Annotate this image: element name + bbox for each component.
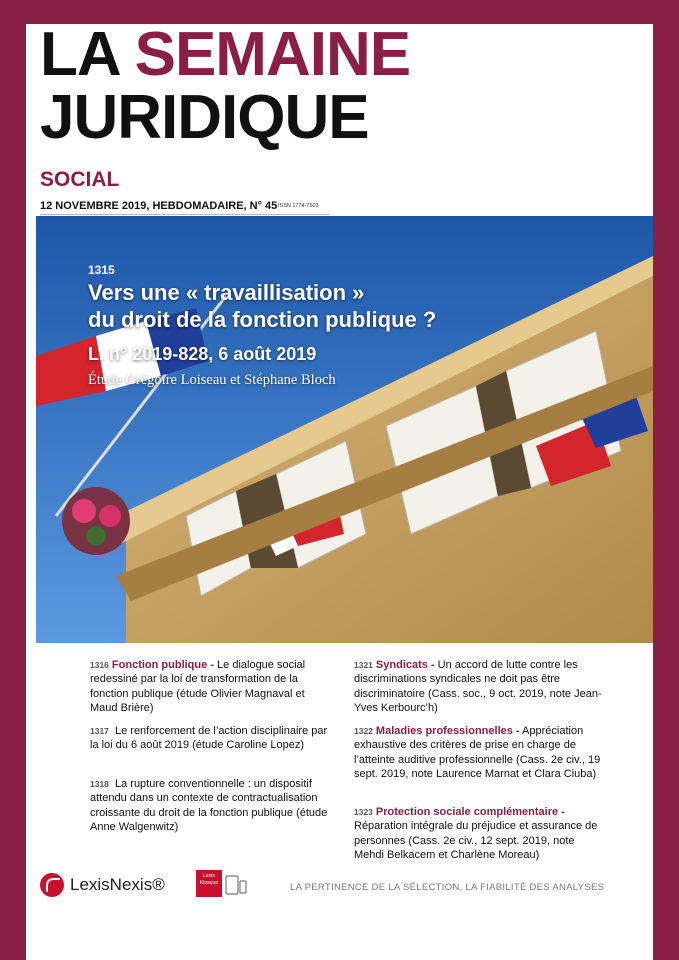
toc-keyword: Maladies professionnelles - [375,725,520,737]
toc-entry [90,724,330,753]
masthead-semaine: SEMAINE [134,20,411,89]
toc-entry [354,724,604,782]
masthead-line1 [40,20,411,89]
toc-number: 1317 [90,726,109,736]
publisher-name: LexisNexis® [70,875,165,894]
toc-keyword: Protection sociale complémentaire - [375,806,565,818]
cover-title-line1: Vers une « travaillisation » [88,280,365,305]
lexis-kiosque-badge [196,870,222,897]
toc-keyword: Fonction publique - [111,659,214,671]
flowers-2 [99,505,121,527]
toc-number: 1322 [354,726,373,736]
lexisnexis-mark-icon [40,873,64,897]
toc-entry [354,658,604,716]
flowers-1 [72,499,96,523]
cover-story-title [88,279,436,333]
toc-entry [90,777,330,835]
issn: ISSN 1774-7503 [278,203,319,209]
toc-text: Le dialogue social redessiné par la loi de transformation de la fonction publique (étude Olivier Magnaval et Maud Brière) [90,659,306,715]
issue-rule [40,214,330,215]
cover-law-reference: L. n° 2019-828, 6 août 2019 [88,344,317,364]
toc-text: Réparation intégrale du préjudice et assurance de personnes (Cass. 2e civ., 12 sept. 2019, note Mehdi Belkacem et Charlène Moreau) [354,820,598,862]
toc-text: La rupture conventionnelle : un dispositif attendu dans un contexte de contractualisation croissante du droit de la fonction publique (étude Anne Walgenwitz) [90,778,328,834]
kiosque-line1: Lexis [203,873,215,879]
toc-number: 1316 [90,660,109,670]
cover-story-number: 1315 [88,263,115,277]
toc-entry [90,658,330,716]
masthead-juridique: JURIDIQUE [40,83,369,152]
masthead-la: LA [40,20,119,89]
devices-icon [225,874,247,896]
issue-line: 12 NOVEMBRE 2019, HEBDOMADAIRE, N° 45 [40,200,278,212]
toc-entry [354,805,604,863]
toc-number: 1318 [90,779,109,789]
section-label: SOCIAL [40,168,120,191]
cover-photo [36,216,653,643]
foliage [86,526,106,546]
tagline: LA PERTINENCE DE LA SÉLECTION, LA FIABILITÉ DES ANALYSES [290,882,605,893]
cover-title-line2: du droit de la fonction publique ? [88,307,437,332]
cover-authors: Étude Grégoire Loiseau et Stéphane Bloch [88,372,336,388]
toc-keyword: Syndicats - [375,659,435,671]
toc-number: 1321 [354,660,373,670]
toc-number: 1323 [354,807,373,817]
toc-text: Le renforcement de l’action disciplinaire par la loi du 6 août 2019 (étude Caroline Lopez) [90,725,328,752]
kiosque-line2: Kiosque [199,880,219,886]
toc-text: Appréciation exhaustive des critères de prise en charge de l’atteinte auditive professionnelle (Cass. 2e civ., 19 sept. 2019, note Laurence Marnat et Clara Ciuba) [354,725,601,781]
toc-text: Un accord de lutte contre les discriminations syndicales ne doit pas être discriminatoire (Cass. soc., 9 oct. 2019, note Jean-Yves Kerbourc’h) [354,659,602,715]
